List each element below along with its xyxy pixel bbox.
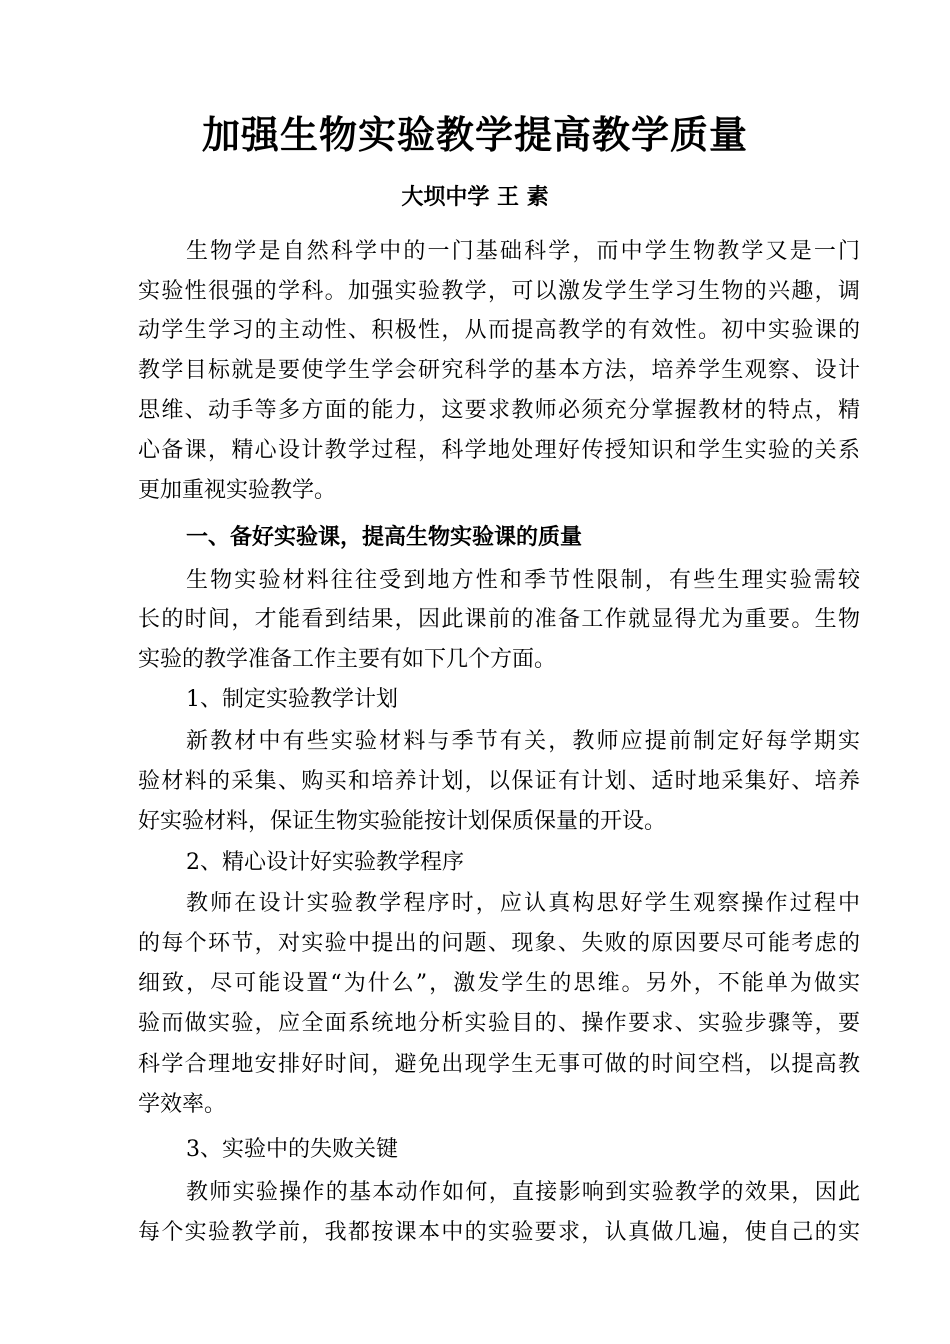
paragraph-line: 学效率。 [138,1092,227,1117]
subsection-heading: 1、制定实验教学计划 [186,687,398,712]
paragraph-line: 更加重视实验教学。 [138,478,337,503]
subsection-heading: 2、精心设计好实验教学程序 [186,850,464,875]
paragraph-line: 验材料的采集、购买和培养计划，以保证有计划、适时地采集好、培养 [138,769,860,794]
paragraph-line: 思维、动手等多方面的能力，这要求教师必须充分掌握教材的特点，精 [138,398,860,423]
paragraph-line: 每个实验教学前，我都按课本中的实验要求，认真做几遍，使自己的实 [138,1220,860,1245]
paragraph-line: 长的时间，才能看到结果，因此课前的准备工作就显得尤为重要。生物 [138,607,860,632]
author-line: 大坝中学 王 素 [401,184,549,210]
paragraph-line: 心备课，精心设计教学过程，科学地处理好传授知识和学生实验的关系 [138,438,860,463]
paragraph-line: 科学合理地安排好时间，避免出现学生无事可做的时间空档，以提高教 [138,1052,860,1077]
paragraph-line: 生物学是自然科学中的一门基础科学，而中学生物教学又是一门 [186,239,860,264]
paragraph-line: 教师在设计实验教学程序时，应认真构思好学生观察操作过程中 [186,891,860,916]
paragraph-line: 动学生学习的主动性、积极性，从而提高教学的有效性。初中实验课的 [138,318,860,343]
paragraph-line: 实验的教学准备工作主要有如下几个方面。 [138,647,557,672]
paragraph-line: 验而做实验，应全面系统地分析实验目的、操作要求、实验步骤等，要 [138,1011,860,1036]
paragraph-line: 的每个环节，对实验中提出的问题、现象、失败的原因要尽可能考虑的 [138,931,860,956]
paragraph-line: 教师实验操作的基本动作如何，直接影响到实验教学的效果，因此 [186,1180,860,1205]
document-title: 加强生物实验教学提高教学质量 [201,112,748,157]
paragraph-line: 好实验材料，保证生物实验能按计划保质保量的开设。 [138,809,667,834]
paragraph-line: 细致，尽可能设置“为什么”，激发学生的思维。另外，不能单为做实 [138,971,860,996]
paragraph-line: 生物实验材料往往受到地方性和季节性限制，有些生理实验需较 [186,568,860,593]
section-heading: 一、备好实验课，提高生物实验课的质量 [186,524,583,550]
subsection-heading: 3、实验中的失败关键 [186,1137,398,1162]
paragraph-line: 实验性很强的学科。加强实验教学，可以激发学生学习生物的兴趣，调 [138,279,860,304]
paragraph-line: 教学目标就是要使学生学会研究科学的基本方法，培养学生观察、设计 [138,358,860,383]
paragraph-line: 新教材中有些实验材料与季节有关，教师应提前制定好每学期实 [186,729,860,754]
